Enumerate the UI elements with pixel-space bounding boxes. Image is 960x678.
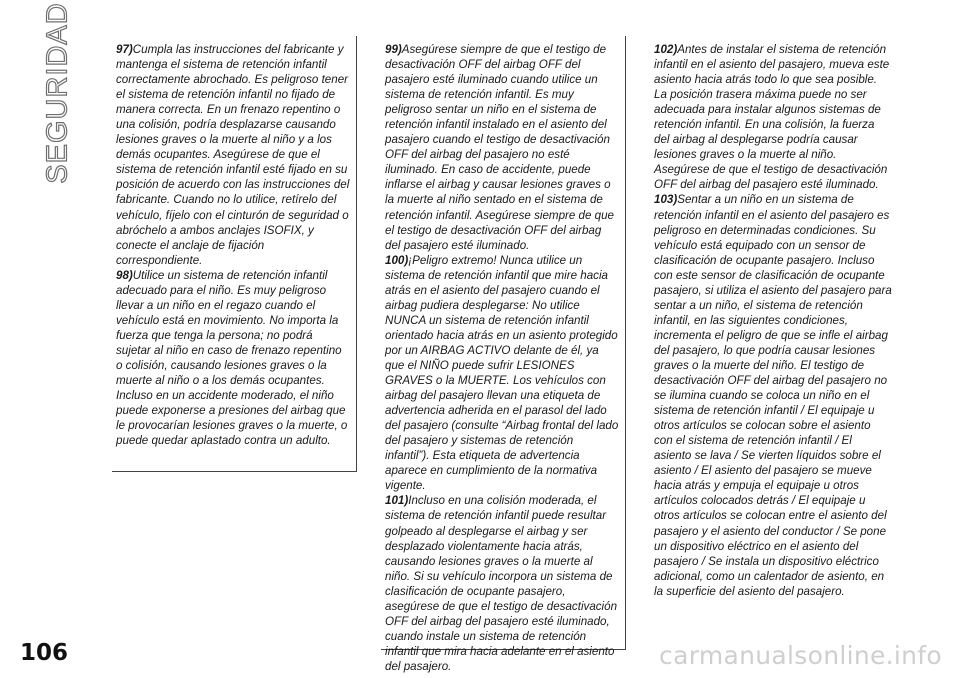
item-text: Cumpla las instrucciones del fabricante y mantenga el sistema de retención infantil correctamente abrochado. Es peligroso tener el sistema de retención infantil no fijado de manera correcta. En un frenazo repentino o una colisión, podría desplazarse causando lesiones graves o la muerte al niño y a los demás ocupantes. Asegúrese de que el sistema de retención infantil esté fijado en su posición de acuerdo con las instrucciones del fabricante. Cuando no lo utilice, retírelo del vehículo, fíjelo con el cinturón de seguridad o abróchelo a ambos anclajes ISOFIX, y conecte el anclaje de fijación correspondiente. <box>116 43 350 267</box>
warning-column-2 <box>381 36 626 673</box>
item-text: Incluso en una colisión moderada, el sistema de retención infantil puede resultar golpeado al desplegarse el airbag y ser desplazado violentamente hacia atrás, causando lesiones graves o la muerte al niño. Si su vehículo incorpora un sistema de clasificación de ocupante pasajero, asegúrese de que el testigo de desactivación OFF del airbag del pasajero esté iluminado, cuando instale un sistema de retención infantil que mira hacia adelante en el asiento del pasajero. <box>385 494 618 673</box>
warning-item-102 <box>654 42 892 192</box>
item-number: 97) <box>116 43 133 56</box>
warning-item-98 <box>116 268 350 449</box>
item-number: 102) <box>654 43 678 56</box>
warning-item-99 <box>385 42 619 253</box>
section-title: SEGURIDAD <box>41 2 74 184</box>
warning-item-103 <box>654 192 892 598</box>
item-text: Asegúrese siempre de que el testigo de desactivación OFF del airbag OFF del pasajero esté iluminado cuando utilice un sistema de retención infantil. Es muy peligroso sentar un niño en el sistema de retención infantil instalado en el asiento del pasajero cuando el testigo de desactivación OFF del airbag del pasajero no esté iluminado. En caso de accidente, puede inflarse el airbag y causar lesiones graves o la muerte al niño sentado en el sistema de retención infantil. Asegúrese siempre de que el testigo de desactivación OFF del airbag del pasajero esté iluminado. <box>385 43 615 252</box>
item-number: 98) <box>116 268 133 282</box>
page-number: 106 <box>20 640 69 666</box>
warning-item-101 <box>385 493 619 674</box>
warning-item-100 <box>385 253 619 494</box>
warning-column-3 <box>650 36 898 666</box>
warning-item-97 <box>116 42 350 268</box>
item-text: Antes de instalar el sistema de retención infantil en el asiento del pasajero, mueva este asiento hacia atrás todo lo que sea posible. La posición trasera máxima puede no ser adecuada para instalar algunos sistemas de retención infantil. En una colisión, la fuerza del airbag al desplegarse podría causar lesiones graves o la muerte al niño. Asegúrese de que el testigo de desactivación OFF del airbag del pasajero esté iluminado. <box>654 43 890 192</box>
item-number: 101) <box>385 494 409 508</box>
warning-column-1 <box>112 36 357 472</box>
section-tab <box>34 2 82 184</box>
item-number: 99) <box>385 43 402 56</box>
watermark: carmanualsonline.info <box>659 641 942 670</box>
item-number: 103) <box>654 193 678 207</box>
item-text: ¡Peligro extremo! Nunca utilice un sistema de retención infantil que mire hacia atrás en el asiento del pasajero cuando el airbag pudiera desplegarse: No utilice NUNCA un sistema de retención infantil orientado hacia atrás en un asiento protegido por un AIRBAG ACTIVO delante de él, ya que el NIÑO puede sufrir LESIONES GRAVES o la MUERTE. Los vehículos con airbag del pasajero llevan una etiqueta de advertencia adherida en el parasol del lado del pasajero (consulte “Airbag frontal del lado del pasajero y sistemas de retención infantil”). Esta etiqueta de advertencia aparece en cumplimiento de la normativa vigente. <box>385 253 619 493</box>
item-number: 100) <box>385 253 409 267</box>
item-text: Utilice un sistema de retención infantil adecuado para el niño. Es muy peligroso llevar a un niño en el regazo cuando el vehículo está en movimiento. No importa la fuerza que tenga la persona; no podrá sujetar al niño en caso de frenazo repentino o colisión, causando lesiones graves o la muerte al niño o a los demás ocupantes. Incluso en un accidente moderado, el niño puede exponerse a presiones del airbag que le provocarían lesiones graves o la muerte, o puede quedar aplastado contra un adulto. <box>116 268 348 448</box>
item-text: Sentar a un niño en un sistema de retención infantil en el asiento del pasajero es peligroso en determinadas condiciones. Su vehículo está equipado con un sensor de clasificación de ocupante pasajero. Incluso con este sensor de clasificación de ocupante pasajero, si utiliza el asiento del pasajero para sentar a un niño, el sistema de retención infantil, en las siguientes condiciones, incrementa el peligro de que se infle el airbag del pasajero, lo que podría causar lesiones graves o la muerte del niño. El testigo de desactivación OFF del airbag del pasajero no se ilumina cuando se coloca un niño en el sistema de retención infantil / El equipaje u otros artículos se colocan sobre el asiento con el sistema de retención infantil / El asiento se lava / Se vierten líquidos sobre el asiento / El asiento del pasajero se mueve hacia atrás y empuja el equipaje u otros artículos colocados detrás / El equipaje u otros artículos se colocan entre el asiento del pasajero y el asiento del conductor / Se pone un dispositivo eléctrico en el asiento del pasajero / Se instala un dispositivo eléctrico adicional, como un calentador de asiento, en la superficie del asiento del pasajero. <box>654 193 892 598</box>
